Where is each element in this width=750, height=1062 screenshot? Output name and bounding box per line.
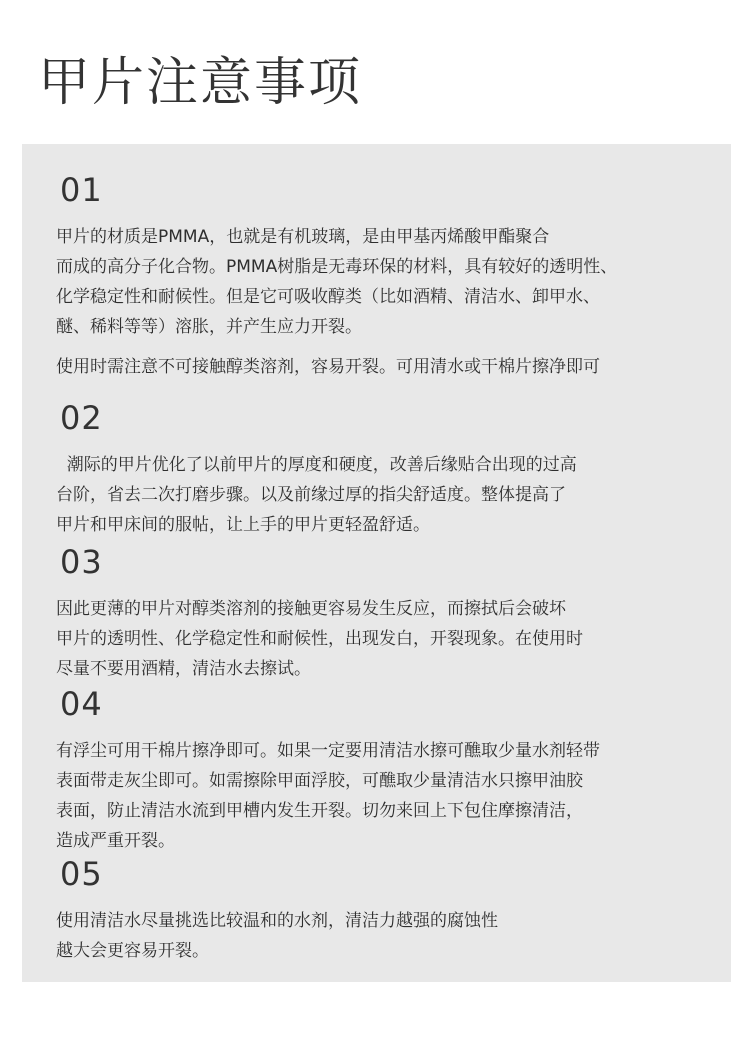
text-line: 因此更薄的甲片对醇类溶剂的接触更容易发生反应，而擦拭后会破坏	[56, 599, 566, 619]
text-line: 造成严重开裂。	[56, 831, 175, 851]
section-01	[56, 172, 716, 382]
section-03	[56, 544, 716, 684]
text-line: 有浮尘可用干棉片擦净即可。如果一定要用清洁水擦可醮取少量水剂轻带	[56, 741, 600, 761]
page-title: 甲片注意事项	[38, 53, 363, 113]
text-line: 甲片的透明性、化学稳定性和耐候性，出现发白，开裂现象。在使用时	[56, 629, 583, 649]
notes-panel	[22, 144, 731, 982]
text-line: 使用清洁水尽量挑选比较温和的水剂，清洁力越强的腐蚀性	[56, 911, 498, 931]
text-line: 甲片的材质是PMMA，也就是有机玻璃，是由甲基丙烯酸甲酯聚合	[56, 227, 550, 247]
text-line: 使用时需注意不可接触醇类溶剂，容易开裂。可用清水或干棉片擦净即可	[56, 357, 600, 377]
section-paragraph	[56, 906, 716, 966]
section-paragraph	[56, 352, 716, 382]
section-paragraph	[56, 222, 716, 342]
section-paragraph	[56, 594, 716, 684]
section-paragraph	[56, 736, 716, 856]
section-number: 04	[60, 685, 103, 723]
text-line: 甲片和甲床间的服帖，让上手的甲片更轻盈舒适。	[56, 515, 430, 535]
text-line: 越大会更容易开裂。	[56, 941, 209, 961]
text-line: 表面带走灰尘即可。如需擦除甲面浮胶，可醮取少量清洁水只擦甲油胶	[56, 771, 583, 791]
text-line: 化学稳定性和耐候性。但是它可吸收醇类（比如酒精、清洁水、卸甲水、	[56, 287, 600, 307]
text-line: 而成的高分子化合物。PMMA树脂是无毒环保的材料，具有较好的透明性、	[56, 257, 618, 277]
section-paragraph	[56, 450, 716, 540]
section-04	[56, 686, 716, 856]
section-number: 05	[60, 855, 103, 893]
section-02	[56, 400, 716, 540]
section-number: 03	[60, 543, 103, 581]
text-line: 表面，防止清洁水流到甲槽内发生开裂。切勿来回上下包住摩擦清洁，	[56, 801, 583, 821]
text-line: 醚、稀料等等）溶胀，并产生应力开裂。	[56, 317, 362, 337]
text-line: 尽量不要用酒精，清洁水去擦试。	[56, 659, 311, 679]
text-line: 潮际的甲片优化了以前甲片的厚度和硬度，改善后缘贴合出现的过高	[56, 455, 577, 475]
section-number: 02	[60, 399, 103, 437]
section-number: 01	[60, 171, 103, 209]
section-05	[56, 856, 716, 966]
text-line: 台阶，省去二次打磨步骤。以及前缘过厚的指尖舒适度。整体提高了	[56, 485, 566, 505]
